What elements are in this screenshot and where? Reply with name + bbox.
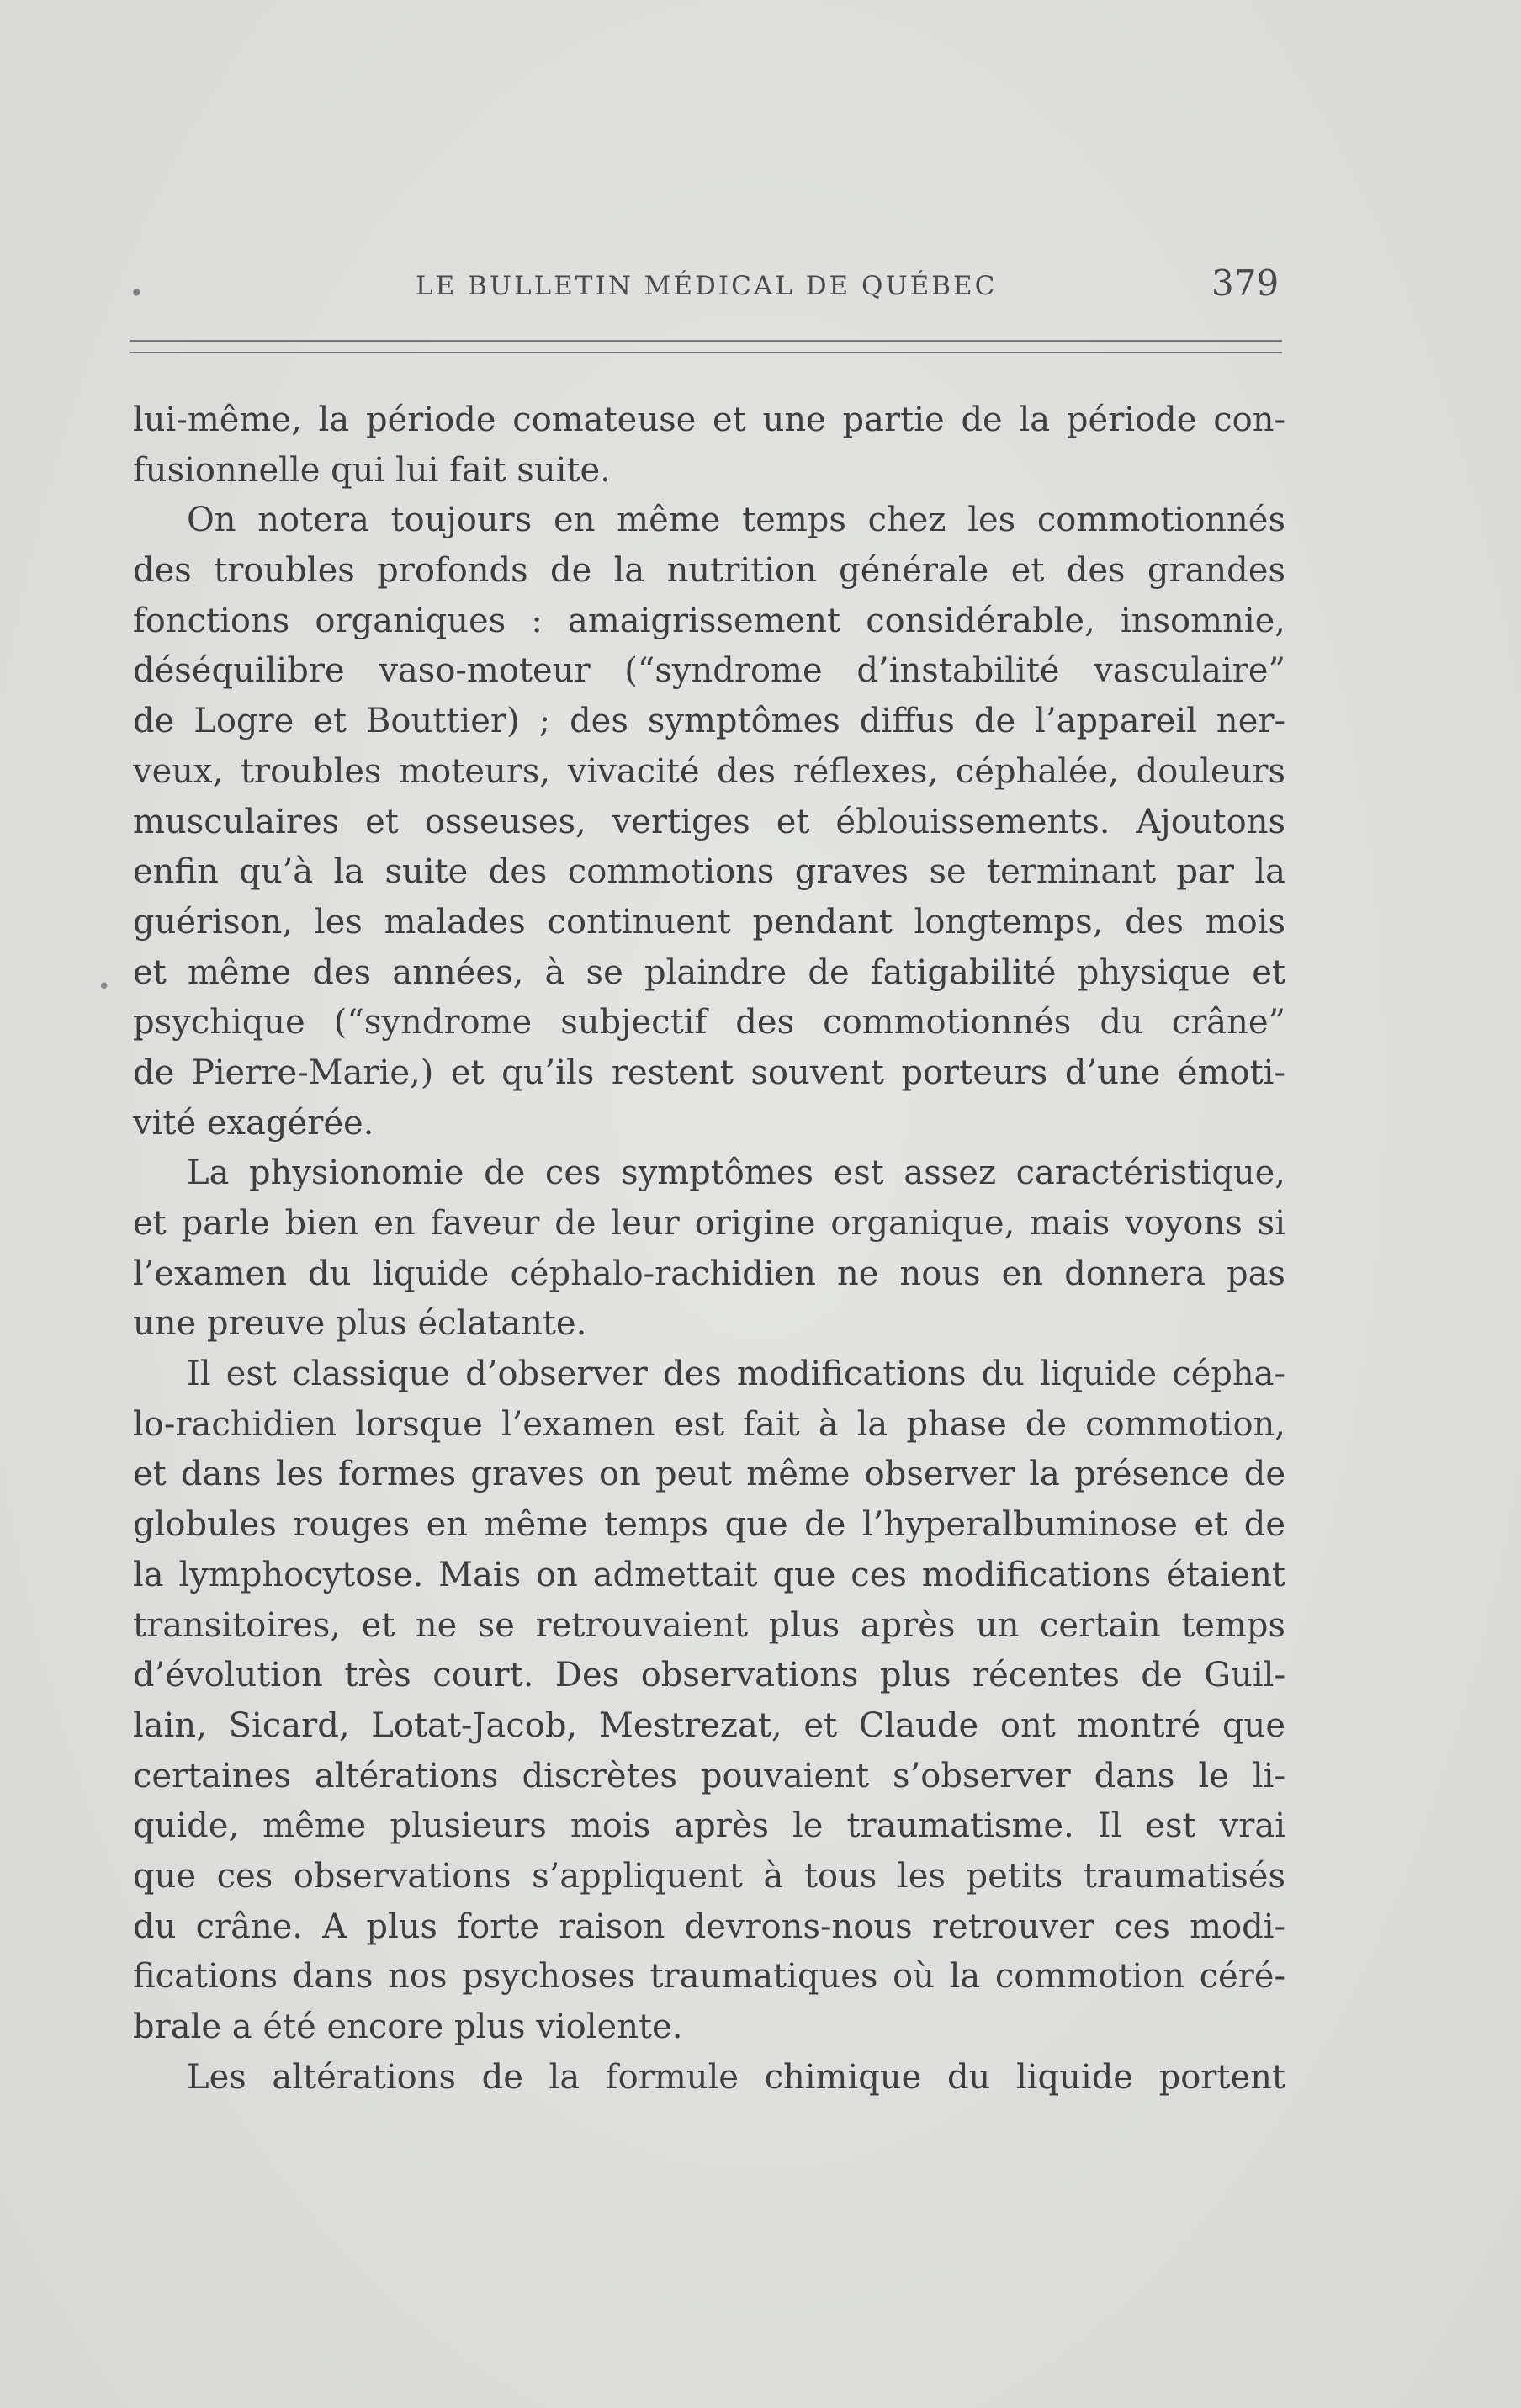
header-rule-top bbox=[130, 340, 1282, 342]
text-line: La physionomie de ces symptômes est assez caractéristique, bbox=[187, 1154, 1285, 1193]
text-line: déséquilibre vaso-moteur (“syndrome d’instabilité vasculaire” bbox=[133, 651, 1285, 691]
text-line: certaines altérations discrètes pouvaient s’observer dans le li- bbox=[133, 1756, 1285, 1795]
text-line: enfin qu’à la suite des commotions graves se terminant par la bbox=[133, 852, 1285, 892]
page-header bbox=[126, 263, 1287, 313]
text-line: fusionnelle qui lui fait suite. bbox=[133, 450, 611, 490]
margin-mark: • bbox=[98, 974, 111, 1000]
text-line: quide, même plusieurs mois après le traumatisme. Il est vrai bbox=[133, 1806, 1285, 1846]
text-line: du crâne. A plus forte raison devrons-nous retrouver ces modi- bbox=[133, 1907, 1285, 1946]
text-line: et dans les formes graves on peut même observer la présence de bbox=[133, 1455, 1285, 1494]
text-line: et parle bien en faveur de leur origine organique, mais voyons si bbox=[133, 1204, 1285, 1243]
running-head: LE BULLETIN MÉDICAL DE QUÉBEC bbox=[416, 271, 998, 301]
text-line: guérison, les malades continuent pendant longtemps, des mois bbox=[133, 902, 1285, 941]
text-line: et même des années, à se plaindre de fatigabilité physique et bbox=[133, 952, 1285, 992]
text-line: brale a été encore plus violente. bbox=[133, 2008, 683, 2046]
page-number: 379 bbox=[1211, 263, 1280, 304]
text-line: que ces observations s’appliquent à tous les petits traumatisés bbox=[133, 1856, 1285, 1896]
header-dot: • bbox=[130, 279, 144, 307]
text-line: musculaires et osseuses, vertiges et éblouissements. Ajoutons bbox=[133, 802, 1285, 841]
header-rule-bottom bbox=[130, 352, 1282, 353]
text-line: psychique (“syndrome subjectif des commotionnés du crâne” bbox=[133, 1003, 1285, 1042]
text-line: veux, troubles moteurs, vivacité des réflexes, céphalée, douleurs bbox=[133, 751, 1285, 791]
text-line: de Pierre-Marie,) et qu’ils restent souvent porteurs d’une émoti- bbox=[133, 1053, 1285, 1092]
text-line: fonctions organiques : amaigrissement considérable, insomnie, bbox=[133, 601, 1285, 640]
text-line: Il est classique d’observer des modifications du liquide cépha- bbox=[187, 1355, 1285, 1394]
text-line: transitoires, et ne se retrouvaient plus après un certain temps bbox=[133, 1605, 1285, 1645]
text-line: lui-même, la période comateuse et une partie de la période con- bbox=[133, 400, 1285, 439]
text-line: l’examen du liquide céphalo-rachidien ne nous en donnera pas bbox=[133, 1254, 1285, 1293]
text-line: de Logre et Bouttier) ; des symptômes diffus de l’appareil ner- bbox=[133, 702, 1285, 741]
text-line: globules rouges en même temps que de l’hyperalbuminose et de bbox=[133, 1505, 1285, 1545]
text-line: vité exagérée. bbox=[133, 1103, 374, 1143]
text-line: lain, Sicard, Lotat-Jacob, Mestrezat, et Claude ont montré que bbox=[133, 1705, 1285, 1745]
body-text bbox=[133, 395, 1285, 2103]
text-line: lo-rachidien lorsque l’examen est fait à la phase de commotion, bbox=[133, 1404, 1285, 1444]
text-line: des troubles profonds de la nutrition générale et des grandes bbox=[133, 551, 1285, 591]
text-line: la lymphocytose. Mais on admettait que ces modifications étaient bbox=[133, 1555, 1285, 1594]
text-line: On notera toujours en même temps chez les commotionnés bbox=[187, 501, 1285, 540]
text-line: une preuve plus éclatante. bbox=[133, 1304, 587, 1344]
text-line: Les altérations de la formule chimique du liquide portent bbox=[187, 2057, 1285, 2097]
text-line: fications dans nos psychoses traumatiques où la commotion céré- bbox=[133, 1957, 1285, 1997]
text-line: d’évolution très court. Des observations plus récentes de Guil- bbox=[133, 1656, 1285, 1695]
